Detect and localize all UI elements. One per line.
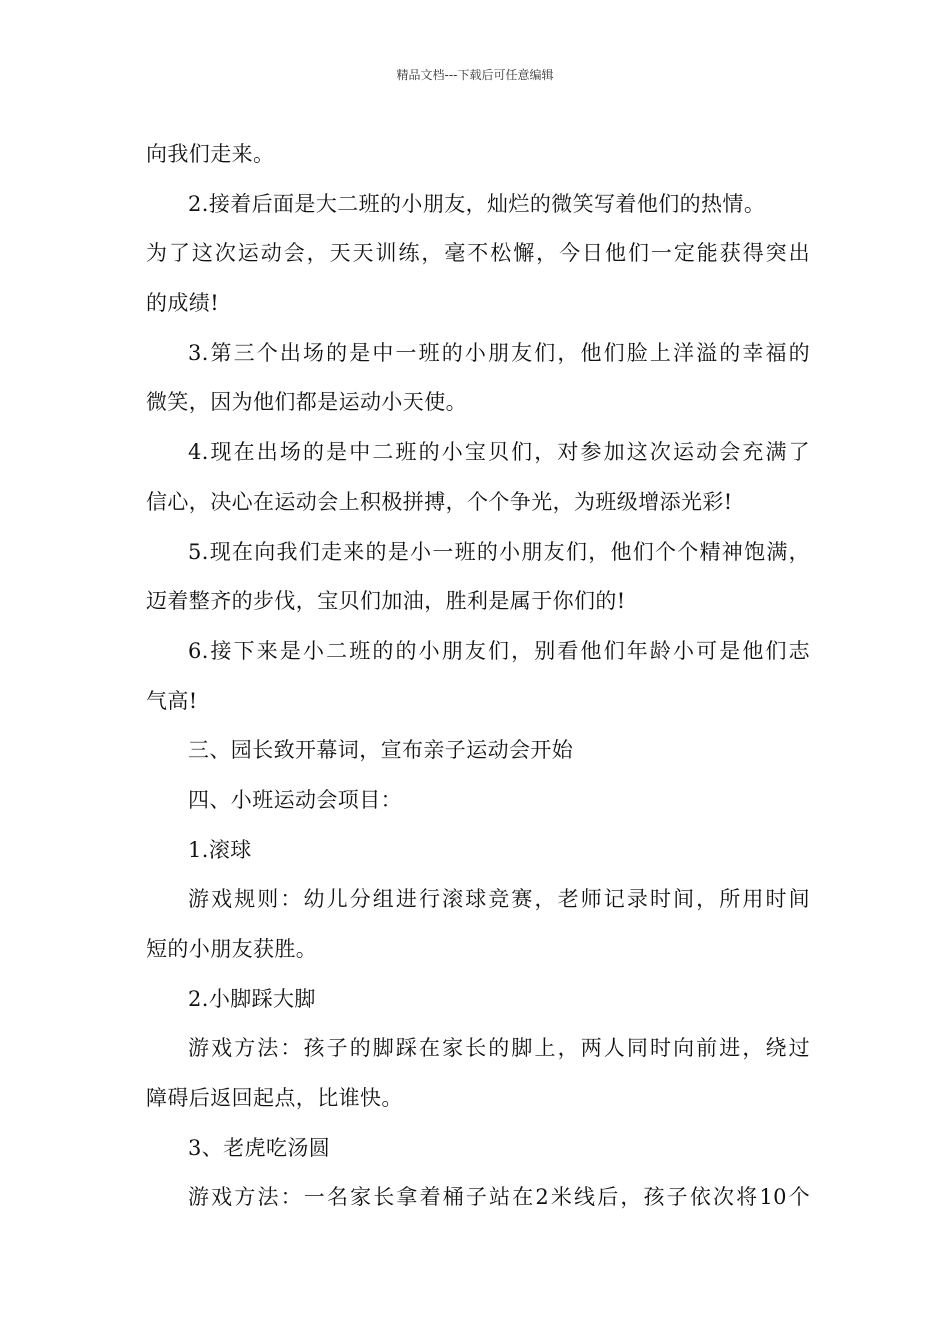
section-heading: 三、园长致开幕词，宣布亲子运动会开始 [188,738,574,763]
paragraph-line: 2.接着后面是大二班的小朋友，灿烂的微笑写着他们的热情。 [188,191,766,216]
page-header: 精品文档---下载后可任意编辑 [396,68,554,82]
document-body [146,130,810,1223]
paragraph-line: 的成绩! [146,291,220,316]
paragraph-line: 气高! [146,688,198,713]
paragraph-line: 6.接下来是小二班的的小朋友们，别看他们年龄小可是他们志 [188,638,810,663]
paragraph-line: 向我们走来。 [146,142,275,166]
paragraph-line: 5.现在向我们走来的是小一班的小朋友们，他们个个精神饱满， [188,539,810,564]
item-heading: 3、老虎吃汤圆 [188,1135,331,1160]
paragraph-line: 4.现在出场的是中二班的小宝贝们，对参加这次运动会充满了 [188,440,810,465]
paragraph-line: 信心，决心在运动会上积极拼搏，个个争光，为班级增添光彩! [146,489,733,514]
item-heading: 1.滚球 [188,837,252,862]
section-heading: 四、小班运动会项目： [188,787,402,812]
paragraph-line: 障碍后返回起点，比谁快。 [146,1086,403,1111]
paragraph-line: 游戏方法：一名家长拿着桶子站在2米线后，孩子依次将10个 [188,1185,810,1210]
paragraph-line: 短的小朋友获胜。 [146,937,318,961]
paragraph-line: 为了这次运动会，天天训练，毫不松懈，今日他们一定能获得突出 [146,241,810,266]
item-heading: 2.小脚踩大脚 [188,986,316,1011]
paragraph-line: 迈着整齐的步伐，宝贝们加油，胜利是属于你们的! [146,589,626,614]
paragraph-line: 游戏规则：幼儿分组进行滚球竞赛，老师记录时间，所用时间 [188,887,810,912]
paragraph-line: 游戏方法：孩子的脚踩在家长的脚上，两人同时向前进，绕过 [188,1036,810,1061]
paragraph-line: 微笑，因为他们都是运动小天使。 [146,390,467,415]
paragraph-line: 3.第三个出场的是中一班的小朋友们，他们脸上洋溢的幸福的 [188,340,810,365]
